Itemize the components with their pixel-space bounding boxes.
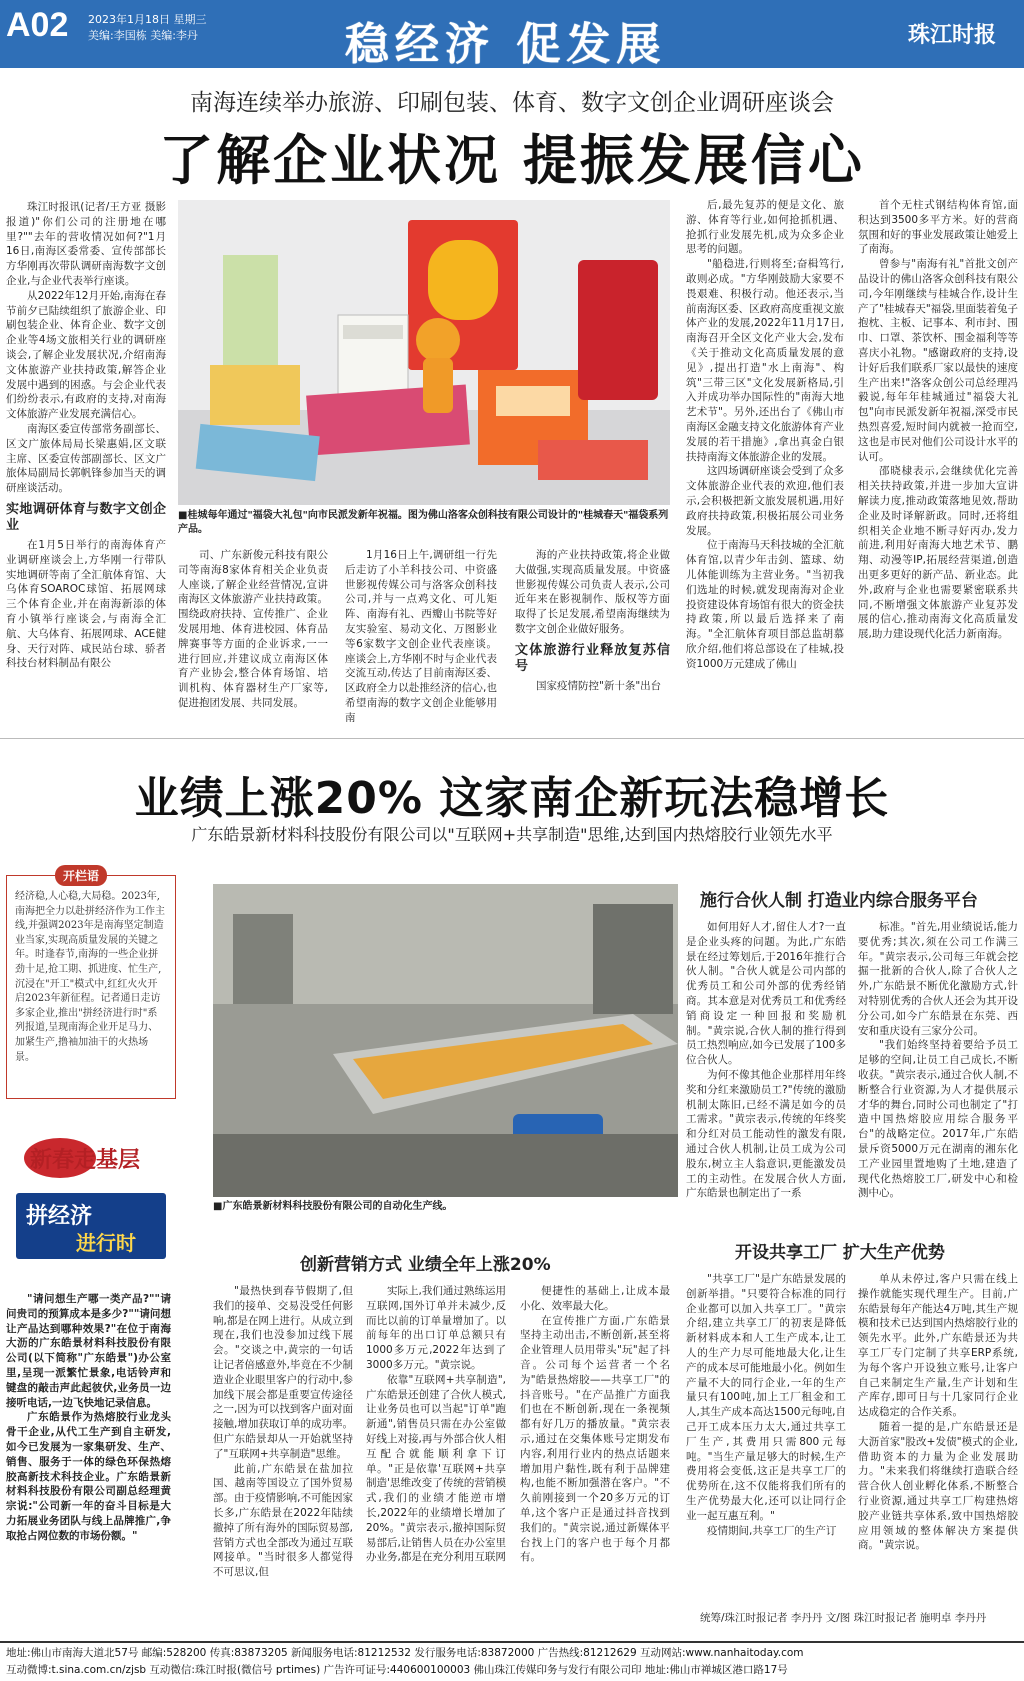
paragraph: 疫情期间,共享工厂的生产订 (707, 1524, 837, 1537)
paragraph: 从2022年12月开始,南海在春节前夕已陆续组织了旅游企业、印刷包装企业、体育企业、数字文创企业等4场文旅相关行业的调研座谈会,了解企业发展状况,介绍南海文体旅游产业扶持政策,解答企业发展中遇到的困惑。与会企业代表们纷纷表示,有政府的支持,对南海文体旅游产业发展充满信心。 (6, 289, 166, 421)
opener-text: 经济稳,人心稳,大局稳。2023年,南海把全力以赴拼经济作为工作主线,并强调2023年是南海坚定制造业当家,实现高质量发展的关键之年。时逢春节,南海的一些企业拼劲十足,抢工期、抓进度、忙生产,沉浸在"开工"模式中,红红火火开启2023年新征程。记者通日走访多家企业,推出"拼经济进行时"系列报道,呈现南海企业开足马力、加紧生产,撸袖加油干的火热场景。 (15, 891, 165, 1063)
opener-tag: 开栏语 (55, 865, 107, 886)
article2-column-left (6, 1292, 171, 1636)
paragraph: "最热快到春节假期了,但我们的接单、交易没受任何影响,都是在网上进行。从成立到现在,我们也没参加过线下展会。"交谈之中,黄宗的一句话让记者倍感意外,毕竟在不少制造业企业眼里客户的行动中,参加线下展会都是重要宣传途径之一,因为可以找到客户面对面接触,增加获取订单的成功率。但广东皓景却从一开始就坚持了"互联网+共享制造"思维。 (213, 1285, 353, 1460)
paragraph: 随着一提的是,广东皓景还是大沥首家"股改+发债"模式的企业,借助资本的力量为企业发展助力。"未来我们将继续打造联合经营合伙人创业孵化体系,不断整合行业资源,通过共享工厂构建热熔胶产业链共享体系,致中国热熔胶应用领域的整体解决方案提供商。"黄宗说。 (858, 1420, 1018, 1552)
gift-bag-photo-caption: ■桂城每年通过"福袋大礼包"向市民派发新年祝福。图为佛山洛客众创科技有限公司设计的"桂城春天"福袋系列产品。 (178, 510, 669, 535)
logo-b-line2: 进行时 (76, 1231, 136, 1255)
article1-column-1 (6, 200, 166, 722)
section-title: 稳经济 促发展 (345, 19, 667, 70)
paragraph: 为何不像其他企业那样用年终奖和分红来激励员工?"传统的激励机制太陈旧,已经不满足如今的员工需求。"黄宗表示,传统的年终奖和分红对员工能动性的激发有限,通过合伙人机制,让员工成为公司股东,树立主人翁意识,更能激发员工的主动性。在发展合伙人方面,广东皓景也制定出了一系 (686, 1068, 846, 1200)
paragraph: "我们始终坚持着要给予员工足够的空间,让员工自己成长,不断收获。"黄宗表示,通过合伙人制,不断整合行业资源,为人才提供展示才华的舞台,同时公司也制定了"打造中国热熔胶应用综合服务平台"的战略定位。2017年,广东皓景斥资5000万元在湖南的湘东化工产业园里置地购了土地,建造了现代化热熔胶工厂,研发中心和检测中心。 (858, 1039, 1018, 1200)
footer-line-2: 互动微博:t.sina.com.cn/zjsb 互动微信:珠江时报(微信号 prtimes) 广告许可证号:440600100003 佛山珠江传媒印务与发行有限公司印 地址:佛山市禅城区港口路17号 (6, 1664, 788, 1676)
paragraph: 这四场调研座谈会受到了众多文体旅游企业代表的欢迎,他们表示,会积极把新文旅发展机遇,用好政府扶持政策,积极拓展公司业务发展。 (686, 465, 844, 537)
paragraph: 便捷性的基础上,让成本最小化、效率最大化。 (520, 1285, 670, 1312)
article2-section-marketing: 创新营销方式 业绩全年上涨20% (300, 1255, 551, 1275)
paragraph: 标准。"首先,用业绩说话,能力要优秀;其次,须在公司工作满三年。"黄宗表示,公司每三年就会挖掘一批新的合伙人,除了合伙人之外,广东皓景不断优化激励方式,针对特别优秀的合伙人还会为其开设分公司,如今广东皓景在东莞、西安和重庆设有三家分公司。 (858, 921, 1018, 1037)
paragraph: 在1月5日举行的南海体育产业调研座谈会上,方华刚一行带队实地调研等南了全汇航体育馆、大乌体育SOAROC球馆、拓展网球三个体育企业,并在南海新添的体育小镇举行座谈会,与南海全汇航、大乌体育、拓展网球、ACE健身、天行对阵、咸民站台球、骄者科技台材料制品有限公 (6, 538, 166, 670)
article-divider (0, 738, 1024, 739)
paragraph: 依靠"互联网+共享制造",广东皓景还创建了合伙人模式,让业务员也可以当起"订单"跑新通",销售员只需在办公室做好线上对接,再与外部合伙人相互配合就能顺利拿下订单。"正是依靠'互联网+共享制造'思维改变了传统的营销模式,我们的业绩才能逆市增长,2022年的业绩增长增加了20%。"黄宗表示,撤掉国际贸易部后,让销售人员在办公室里办业务,都是在充分利用互联网 (366, 1373, 506, 1564)
paragraph: 邵晓棣表示,会继续优化完善相关扶持政策,并进一步加大宣讲解读力度,推动政策落地见效,帮助企业及时译解新政。同时,还将组织相关企业地不断寻好丙办,发力前进,利用好南海大地艺术节、鹏翔、动漫等IP,拓展经营渠道,创造出更多更好的新产品、新业态。此外,政府与企业也需要紧密联系共同,不断增强文体旅游产业复苏发展的信心,推动南海文化高质量发展,助力建设现代化活力新南海。 (858, 465, 1018, 641)
paragraph: 如何用好人才,留住人才?一直是企业头疼的问题。为此,广东皓景在经过筹划后,于2016年推行合伙人制。"合伙人就是公司内部的优秀员工和公司外部的优秀经销商。其本意是对优秀员工和优秀经销商设定一种回报和奖励机制。"黄宗说,合伙人制的推行得到员工热烈响应,如今已发展了100多位合伙人。 (686, 921, 846, 1067)
article2-column-mid-1 (213, 1284, 353, 1636)
paragraph: 首个无柱式钢结构体育馆,面积达到3500多平方米。好的营商氛围和好的事业发展政策让她爱上了南海。 (858, 199, 1018, 256)
editors-line: 美编:李国栋 美编:李丹 (88, 29, 198, 42)
date-line: 2023年1月18日 星期三 (88, 13, 207, 26)
paragraph: "请问想生产哪一类产品?""请问贵司的预算成本是多少?""请问想让产品达到哪种效果?"在位于南海大沥的广东皓景材料科技股份有限公司(以下简称"广东皓景")办公室里,呈现一派繁忙景象,电话铃声和键盘的敲击声此起彼伏,业务员一边接听电话,一边飞快地记录信息。 (6, 1293, 171, 1409)
paragraph: 单从未停过,客户只需在线上操作就能实现代理生产。目前,广东皓景每年产能达4万吨,其生产规模和技术已达到国内热熔胶行业的领先水平。此外,广东皓景还为共享工厂专门定制了共享ERP系统,为每个客户开设独立账号,让客户自己来制定生产量,生产计划和生产库存,即可日与十几家同行企业达成稳定的合作关系。 (858, 1273, 1018, 1419)
article2-section-partnership: 施行合伙人制 打造业内综合服务平台 (700, 891, 978, 911)
paragraph: 海的产业扶持政策,将企业做大做强,实现高质量发展。中资盛世影视传媒公司负责人表示,公司近年来在影视制作、版权等方面取得了长足发展,希望南海继续为数字文创企业做好服务。 (515, 549, 670, 635)
production-line-illustration (213, 884, 678, 1197)
paragraph: "船稳进,行则将至;奋楫笃行,敢则必成。"方华刚鼓励大家要不畏艰难、积极行动。他还表示,当前南海区委、区政府高度重视文旅体产业的发展,2022年11月17日,南海召开全区文化产业大会,发布《关于推动文化高质量发展的意见》,提出打造"水上南海"、构筑"三带三区"文化发展新格局,引入并成功举办国际性的"南海大地艺术节"。另外,还出台了《佛山市南海区金融支持文化旅游体育产业发展的若干措施》,拿出真金白银扶持南海文体旅游企业的发展。 (686, 258, 844, 463)
page-number: A02 (6, 6, 69, 44)
logo-a-text: 新春走基层 (30, 1147, 141, 1173)
paragraph: 在宣传推广方面,广东皓景坚持主动出击,不断创新,甚至将企业管理人员用带头"玩"起了抖音。公司每个运营者一个名为"皓景热熔胶——共享工厂"的抖音账号。"在产品推广方面我们也在不断创新,现在一条视频都有好几万的播放量。"黄宗表示,通过在交集体账号定期发布内容,利用行业内的热点话题来增加用户黏性,既有利于品牌建构,也能不断加强潜在客户。"不久前刚接到一个20多万元的订单,这个客户正是通过抖音找到我们的。"黄宗说,通过新媒体平台找上门的客户也于每个月都有。 (520, 1314, 670, 1564)
paragraph: 司、广东新俊元科技有限公司等南海8家体育相关企业负责人座谈,了解企业经营情况,宣讲南海区文体旅游产业扶持政策。围绕政府扶持、宣传推广、企业发展用地、体育进校园、体育品牌赛事等方面的企业诉求,一一进行回应,并建议成立南海区体育产业协会,整合体育场馆、培训机构、体育器材生产厂家等,促进抱团发展、共同发展。 (178, 549, 328, 709)
fight-economy-logo (16, 1193, 166, 1259)
article2-section-shared-factory: 开设共享工厂 扩大生产优势 (735, 1243, 945, 1263)
article1-column-5 (686, 198, 844, 722)
paragraph: 珠江时报讯(记者/王方亚 摄影报道)"你们公司的注册地在哪里?""去年的营收情况如何?"1月16日,南海区委常委、宣传部部长方华刚再次带队调研南海数字文创企业,与企业代表举行座谈。 (6, 201, 166, 287)
article2-subhead: 广东皓景新材料科技股份有限公司以"互联网+共享制造"思维,达到国内热熔胶行业领先水平 (191, 825, 833, 844)
article2-column-mid-2 (366, 1284, 506, 1636)
logo-b-line1: 拼经济 (26, 1204, 93, 1229)
masthead (0, 0, 1024, 68)
article1-subhead-1: 实地调研体育与数字文创企业 (6, 501, 166, 533)
article2-column-right-2 (858, 920, 1018, 1230)
paragraph: 1月16日上午,调研组一行先后走访了小羊科技公司、中资盛世影视传媒公司与洛客众创科技公司,并与一点鸡文化、可儿矩阵、南海有礼、西瓣山书院等好友实验室、易动文化、万图影业等6家数字文创企业代表座谈。座谈会上,方华刚不时与企业代表交流互动,传达了目前南海区委、区政府全力以赴推经济的信心,也希望南海的数字文创企业能够用南 (345, 549, 497, 722)
column-opener-box (6, 869, 176, 1099)
article2-headline: 业绩上涨20% 这家南企新玩法稳增长 (134, 773, 890, 824)
paragraph: 曾参与"南海有礼"首批文创产品设计的佛山洛客众创科技有限公司,今年刚继续与桂城合作,设计生产了"桂城春天"福袋,里面装着兔子抱枕、主板、记事本、利市封、围巾、口罩、茶饮杯、围金福利等等喜庆小礼物。"感谢政府的支持,设计好后我们联系厂家以最快的速度生产出来!"洛客众创公司总经理冯毅说,每年年桂城通过"福袋大礼包"向市民派发新年祝福,深受市民热烈喜爱,短时间内就被一抢而空,这也是市民对他们公司设计水平的认可。 (858, 258, 1018, 463)
paragraph: 国家疫情防控"新十条"出台 (536, 679, 662, 692)
page-footer (0, 1641, 1024, 1681)
date-editors (88, 12, 207, 44)
paragraph: 实际上,我们通过熟练运用互联网,国外订单并未减少,反而比以前的订单量增加了。以前每年的出口订单总额只有1000多万元,2022年达到了3000多万元。"黄宗说。 (366, 1285, 506, 1371)
article1-column-6 (858, 198, 1018, 722)
paragraph: 南海区委宣传部常务副部长、区文广旅体局局长梁惠娟,区文联主席、区委宣传部副部长、区文广旅体局副局长郭帆锋参加当天的调研座谈活动。 (6, 422, 166, 495)
article2-column-right-1 (686, 920, 846, 1230)
article1-column-2 (178, 548, 328, 722)
article2-column-mid-3 (520, 1284, 670, 1636)
article1-column-3 (345, 548, 497, 722)
footer-line-1: 地址:佛山市南海大道北57号 邮编:528200 传真:83873205 新闻服务电话:81212532 发行服务电话:83872000 广告热线:81212629 互动网站:www.nanhaitoday.com (6, 1647, 804, 1659)
paragraph: "共享工厂"是广东皓景发展的创新举措。"只要符合标准的同行企业都可以加入共享工厂。"黄宗介绍,建立共享工厂的初衷是降低新材料成本和人工生产成本,让工人的生产力尽可能地最大化,让生产的成本尽可能地最小化。例如生产量不大的同行企业,一年的生产量只有100吨,加上工厂租金和工人,其生产成本高达1500元每吨,自己开工成本压力太大,通过共享工厂生产,其费用只需800元每吨。"当生产量足够大的时候,生产费用将会变低,这正是共享工厂的优势所在,这不仅能将我们所有的生产优势最大化,还可以让同行企业一起互惠互利。" (686, 1273, 846, 1522)
new-spring-grassroots-logo (20, 1135, 170, 1181)
production-line-caption: ■广东皓景新材料科技股份有限公司的自动化生产线。 (213, 1201, 453, 1212)
article1-headline: 了解企业状况 提振发展信心 (159, 129, 865, 192)
article1-kicker: 南海连续举办旅游、印刷包装、体育、数字文创企业调研座谈会 (190, 90, 834, 116)
gift-bag-illustration (178, 200, 670, 505)
article1-column-4 (515, 548, 670, 722)
article2-column-bottom-1 (686, 1272, 846, 1602)
production-line-photo (213, 884, 678, 1197)
paragraph: 广东皓景作为热熔胶行业龙头骨干企业,从代工生产到自主研发,如今已发展为一家集研发、生产、销售、服务于一体的绿色环保热熔胶高新技术科技企业。广东皓景新材料科技股份有限公司副总经理黄宗说:"公司新一年的奋斗目标是大力拓展业务团队与线上品牌推广,争取抢占网位数的市场份额。" (6, 1411, 171, 1542)
article1-subhead-2: 文体旅游行业释放复苏信号 (515, 642, 670, 674)
paragraph: 位于南海马天科技城的全汇航体育馆,以青少年击剑、篮球、幼儿体能训练为主营业务。"当初我们选址的时候,就发现南海对企业投资建设体育场馆有很大的资金扶持政策,所以最后选择来了南海。"全汇航体育项目部总监胡慕欣介绍,他们将总部设在了桂城,投资1000万元建成了佛山 (686, 539, 844, 670)
article2-column-bottom-2 (858, 1272, 1018, 1602)
paragraph: 后,最先复苏的便是文化、旅游、体育等行业,如何抢抓机遇、抢抓行业发展先机,成为众多企业思考的问题。 (686, 199, 844, 256)
paragraph: 此前,广东皓景在盐加拉国、越南等国设立了国外贸易部。由于疫情影响,不可能因家长多,广东皓景在2022年陆续撤掉了所有海外的国际贸易部,营销方式也全部改为通过互联网接单。"当时很多人都觉得不可思议,但 (213, 1462, 353, 1579)
gift-bag-photo (178, 200, 670, 505)
newspaper-brand: 珠江时报 (907, 22, 996, 48)
article2-byline: 统筹/珠江时报记者 李丹丹 文/图 珠江时报记者 施明卓 李丹丹 (700, 1612, 987, 1624)
